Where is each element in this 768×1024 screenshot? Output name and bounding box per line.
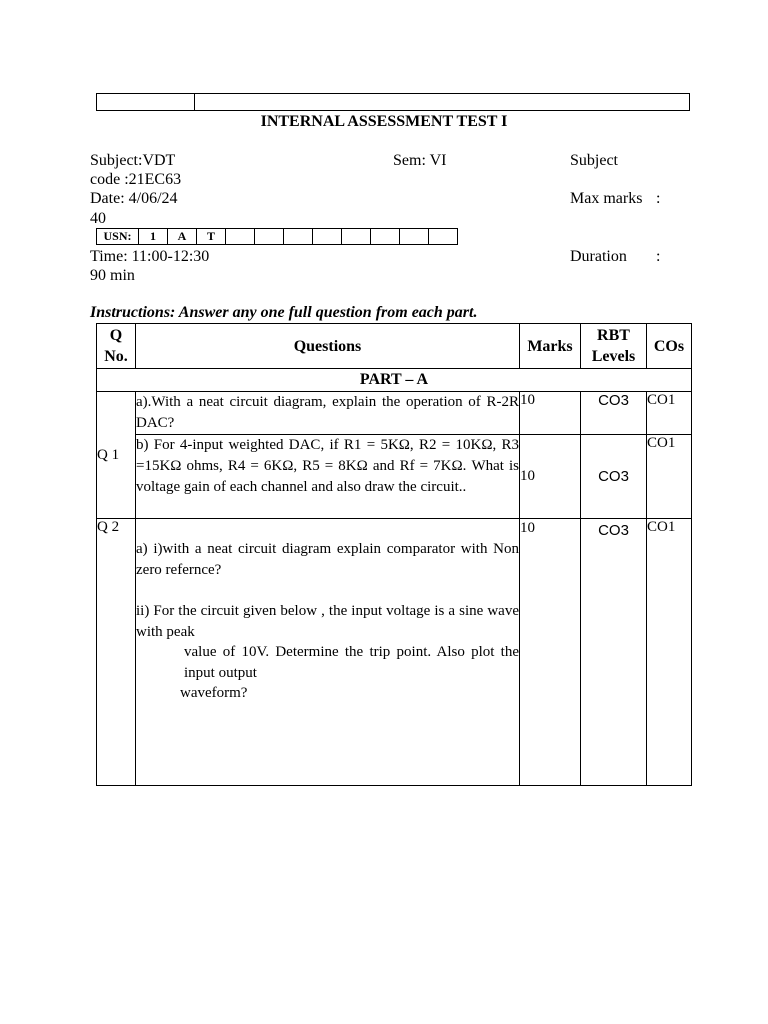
- q1a-rbt: CO3: [581, 392, 647, 435]
- q2-part-i: a) i)with a neat circuit diagram explain comparator with Non zero refernce?: [136, 541, 519, 578]
- max-marks-value: 40: [90, 210, 106, 227]
- q2-marks: 10: [520, 519, 581, 786]
- usn-box: [429, 229, 458, 245]
- q1b-marks: 10: [520, 435, 581, 519]
- q2-part-ii-line2: value of 10V. Determine the trip point. Also plot the input output: [184, 644, 519, 681]
- q2-co: CO1: [647, 519, 692, 786]
- subject-code-value: code :21EC63: [90, 171, 182, 188]
- q2-part-ii-line1: ii) For the circuit given below , the input voltage is a sine wave with peak: [136, 603, 519, 640]
- header-rbt-line1: RBT: [597, 327, 630, 344]
- duration-value: 90 min: [90, 267, 135, 284]
- header-rbt-line2: Levels: [591, 348, 636, 365]
- q2-text: [136, 519, 520, 786]
- table-header-row: [97, 324, 692, 369]
- usn-box: [313, 229, 342, 245]
- usn-box: [371, 229, 400, 245]
- q1a-text: a).With a neat circuit diagram, explain the operation of R-2R DAC?: [136, 392, 520, 435]
- duration-colon: :: [656, 248, 661, 265]
- max-marks-label: Max marks: [570, 190, 643, 207]
- usn-box: [400, 229, 429, 245]
- table-row: [97, 435, 692, 519]
- q1a-co: CO1: [647, 392, 692, 435]
- header-cos: COs: [647, 324, 692, 369]
- q2-part-ii-line3: waveform?: [180, 685, 248, 701]
- header-qno-line2: No.: [104, 348, 128, 365]
- q2-rbt: CO3: [581, 519, 647, 786]
- header-questions: Questions: [136, 324, 520, 369]
- usn-box: [284, 229, 313, 245]
- usn-box: [342, 229, 371, 245]
- q1b-rbt: CO3: [581, 435, 647, 519]
- usn-box: T: [197, 229, 226, 245]
- instructions: Instructions: Answer any one full question from each part.: [90, 304, 478, 321]
- q2-spacer: [136, 580, 519, 601]
- subject-code-label: Subject: [570, 152, 618, 169]
- q1b-co: CO1: [647, 435, 692, 519]
- q2-number: Q 2: [97, 519, 136, 786]
- date-label: Date: 4/06/24: [90, 190, 178, 207]
- header-rbt: [581, 324, 647, 369]
- part-a-row: [97, 369, 692, 392]
- header-blank-box: [96, 93, 690, 111]
- duration-label: Duration: [570, 248, 627, 265]
- part-a-label: PART – A: [97, 369, 692, 392]
- header-box-divider: [194, 94, 195, 110]
- time-label: Time: 11:00-12:30: [90, 248, 210, 265]
- usn-box: A: [168, 229, 197, 245]
- usn-table: [96, 228, 458, 245]
- header-marks: Marks: [520, 324, 581, 369]
- header-qno: [97, 324, 136, 369]
- subject-label: Subject:VDT: [90, 152, 176, 169]
- table-row: [97, 392, 692, 435]
- q1b-text: b) For 4-input weighted DAC, if R1 = 5KΩ, R2 = 10KΩ, R3 =15KΩ ohms, R4 = 6KΩ, R5 = 8KΩ and Rf = 7KΩ. What is voltage gain of each channel and also draw the circuit..: [136, 435, 520, 519]
- max-marks-colon: :: [656, 190, 661, 207]
- usn-box: 1: [139, 229, 168, 245]
- questions-table: [96, 323, 692, 786]
- usn-label: USN:: [97, 229, 139, 245]
- semester-label: Sem: VI: [393, 152, 447, 169]
- usn-box: [226, 229, 255, 245]
- q1-number: Q 1: [97, 392, 136, 519]
- table-row: [97, 519, 692, 786]
- header-qno-line1: Q: [109, 327, 123, 344]
- usn-box: [255, 229, 284, 245]
- q1a-marks: 10: [520, 392, 581, 435]
- page-title: INTERNAL ASSESSMENT TEST I: [260, 113, 508, 130]
